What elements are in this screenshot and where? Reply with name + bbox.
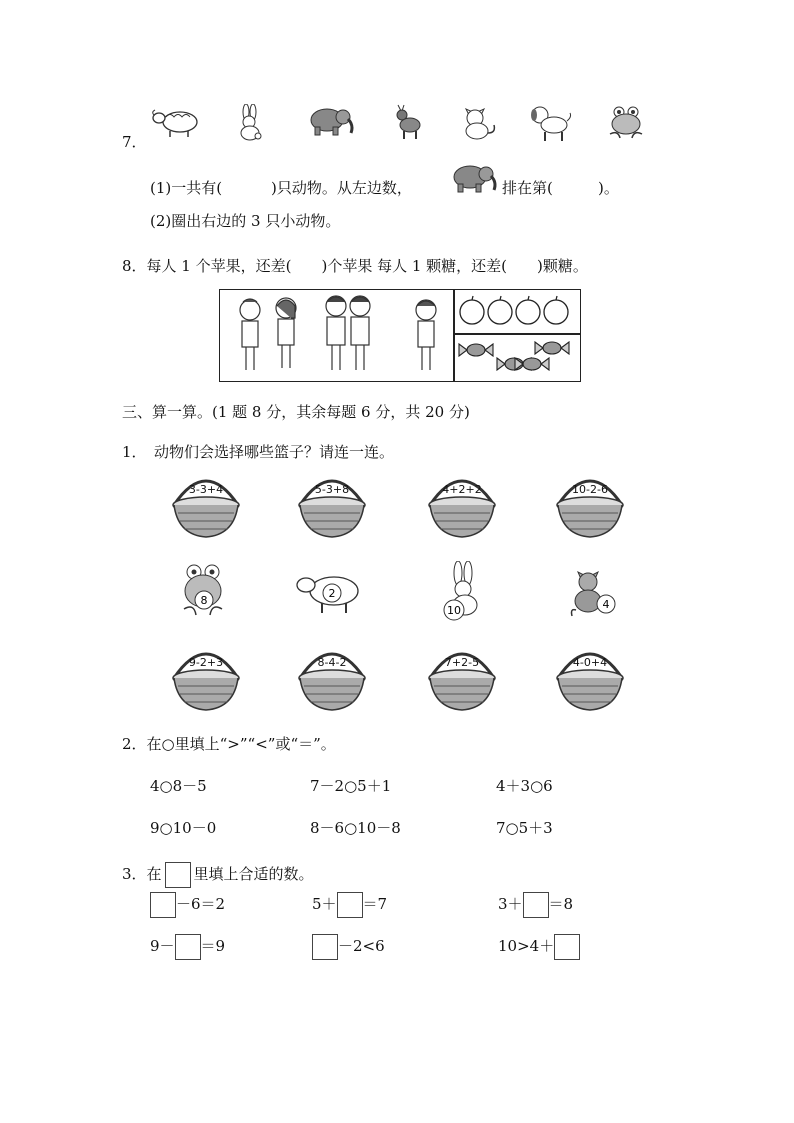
- answer-box[interactable]: [554, 934, 580, 960]
- divider: [453, 333, 580, 335]
- answer-box[interactable]: [175, 934, 201, 960]
- q7-part2-text: (2)圈出右边的 3 只小动物。: [150, 212, 341, 230]
- answer-box[interactable]: [523, 892, 549, 918]
- basket-label: 9-2+3: [188, 656, 224, 669]
- deer-icon: [390, 103, 424, 141]
- cat-icon: [568, 566, 618, 618]
- basket-label: 8-4-2: [317, 656, 347, 669]
- equation-suffix: ＝9: [200, 937, 226, 955]
- equation-suffix: －6＝2: [176, 895, 226, 913]
- fill-in-equation: [312, 934, 385, 960]
- equation-prefix: 5＋: [312, 895, 337, 913]
- equation-suffix: ＝8: [548, 895, 574, 913]
- basket-label: 4+2+2: [442, 483, 482, 496]
- question-8-text: 8．每人 1 个苹果，还差( )个苹果 每人 1 颗糖，还差( )颗糖。: [122, 257, 588, 275]
- apples-illustration: [456, 291, 578, 331]
- problem-3-title-a: 3．在: [122, 865, 162, 883]
- frog-icon: [606, 104, 646, 142]
- basket-1: [168, 475, 244, 539]
- basket-5: [168, 648, 244, 712]
- basket-label: 5-3+8: [314, 483, 350, 496]
- candies-illustration: [456, 336, 578, 380]
- dog-icon: [528, 103, 572, 143]
- divider: [453, 289, 455, 382]
- basket-7: [424, 648, 500, 712]
- compare-item[interactable]: 9○10－0: [150, 819, 217, 837]
- section-3-heading: 三、算一算。(1 题 8 分，其余每题 6 分，共 20 分): [122, 403, 470, 421]
- number-ball: 10: [447, 604, 461, 617]
- sheep-icon: [294, 569, 364, 615]
- problem-3-title-b: 里填上合适的数。: [193, 865, 314, 883]
- basket-label: 7+2-5: [444, 656, 480, 669]
- q7-part1-text-c: 排在第(: [502, 179, 553, 197]
- compare-item[interactable]: 7○5＋3: [496, 819, 553, 837]
- basket-3: [424, 475, 500, 539]
- answer-box: [165, 862, 191, 888]
- q7-part1-text-d: )。: [598, 179, 619, 197]
- basket-6: [294, 648, 370, 712]
- children-illustration: [225, 292, 450, 378]
- basket-label: 3-3+4: [188, 483, 224, 496]
- compare-item[interactable]: 8－6○10－8: [310, 819, 401, 837]
- basket-4: [552, 475, 628, 539]
- fill-in-equation: [498, 934, 580, 960]
- fill-in-equation: [150, 892, 225, 918]
- elephant-icon: [305, 105, 357, 137]
- basket-2: [294, 475, 370, 539]
- cat-icon: [458, 103, 498, 141]
- problem-2-title: 2．在○里填上“>”“<”或“＝”。: [122, 735, 336, 753]
- elephant-icon: [448, 162, 500, 194]
- compare-item[interactable]: 4○8－5: [150, 777, 207, 795]
- number-ball: 8: [200, 594, 208, 607]
- rabbit-icon: [438, 561, 486, 621]
- fill-in-equation: [498, 892, 573, 918]
- q7-part1-text-a: (1)一共有(: [150, 179, 223, 197]
- answer-box[interactable]: [150, 892, 176, 918]
- problem-1-title: 1． 动物们会选择哪些篮子？请连一连。: [122, 443, 395, 461]
- equation-suffix: ＝7: [362, 895, 388, 913]
- rabbit-icon: [232, 104, 268, 142]
- answer-box[interactable]: [312, 934, 338, 960]
- number-ball: 4: [602, 598, 610, 611]
- equation-prefix: 9－: [150, 937, 175, 955]
- compare-item[interactable]: 7－2○5＋1: [310, 777, 392, 795]
- basket-label: 10-2-6: [572, 483, 608, 496]
- fill-in-equation: [312, 892, 387, 918]
- frog-icon: [178, 563, 232, 619]
- basket-8: [552, 648, 628, 712]
- sheep-icon: [150, 105, 202, 139]
- problem-3-title: [122, 862, 314, 888]
- equation-prefix: 3＋: [498, 895, 523, 913]
- compare-item[interactable]: 4＋3○6: [496, 777, 553, 795]
- equation-prefix: 10>4＋: [498, 937, 555, 955]
- q7-part1-text-b: )只动物。从左边数，: [271, 179, 412, 197]
- answer-box[interactable]: [337, 892, 363, 918]
- fill-in-equation: [150, 934, 225, 960]
- basket-label: 4-0+4: [572, 656, 608, 669]
- equation-suffix: －2<6: [338, 937, 385, 955]
- question-7-number: 7．: [122, 133, 147, 151]
- number-ball: 2: [328, 587, 336, 600]
